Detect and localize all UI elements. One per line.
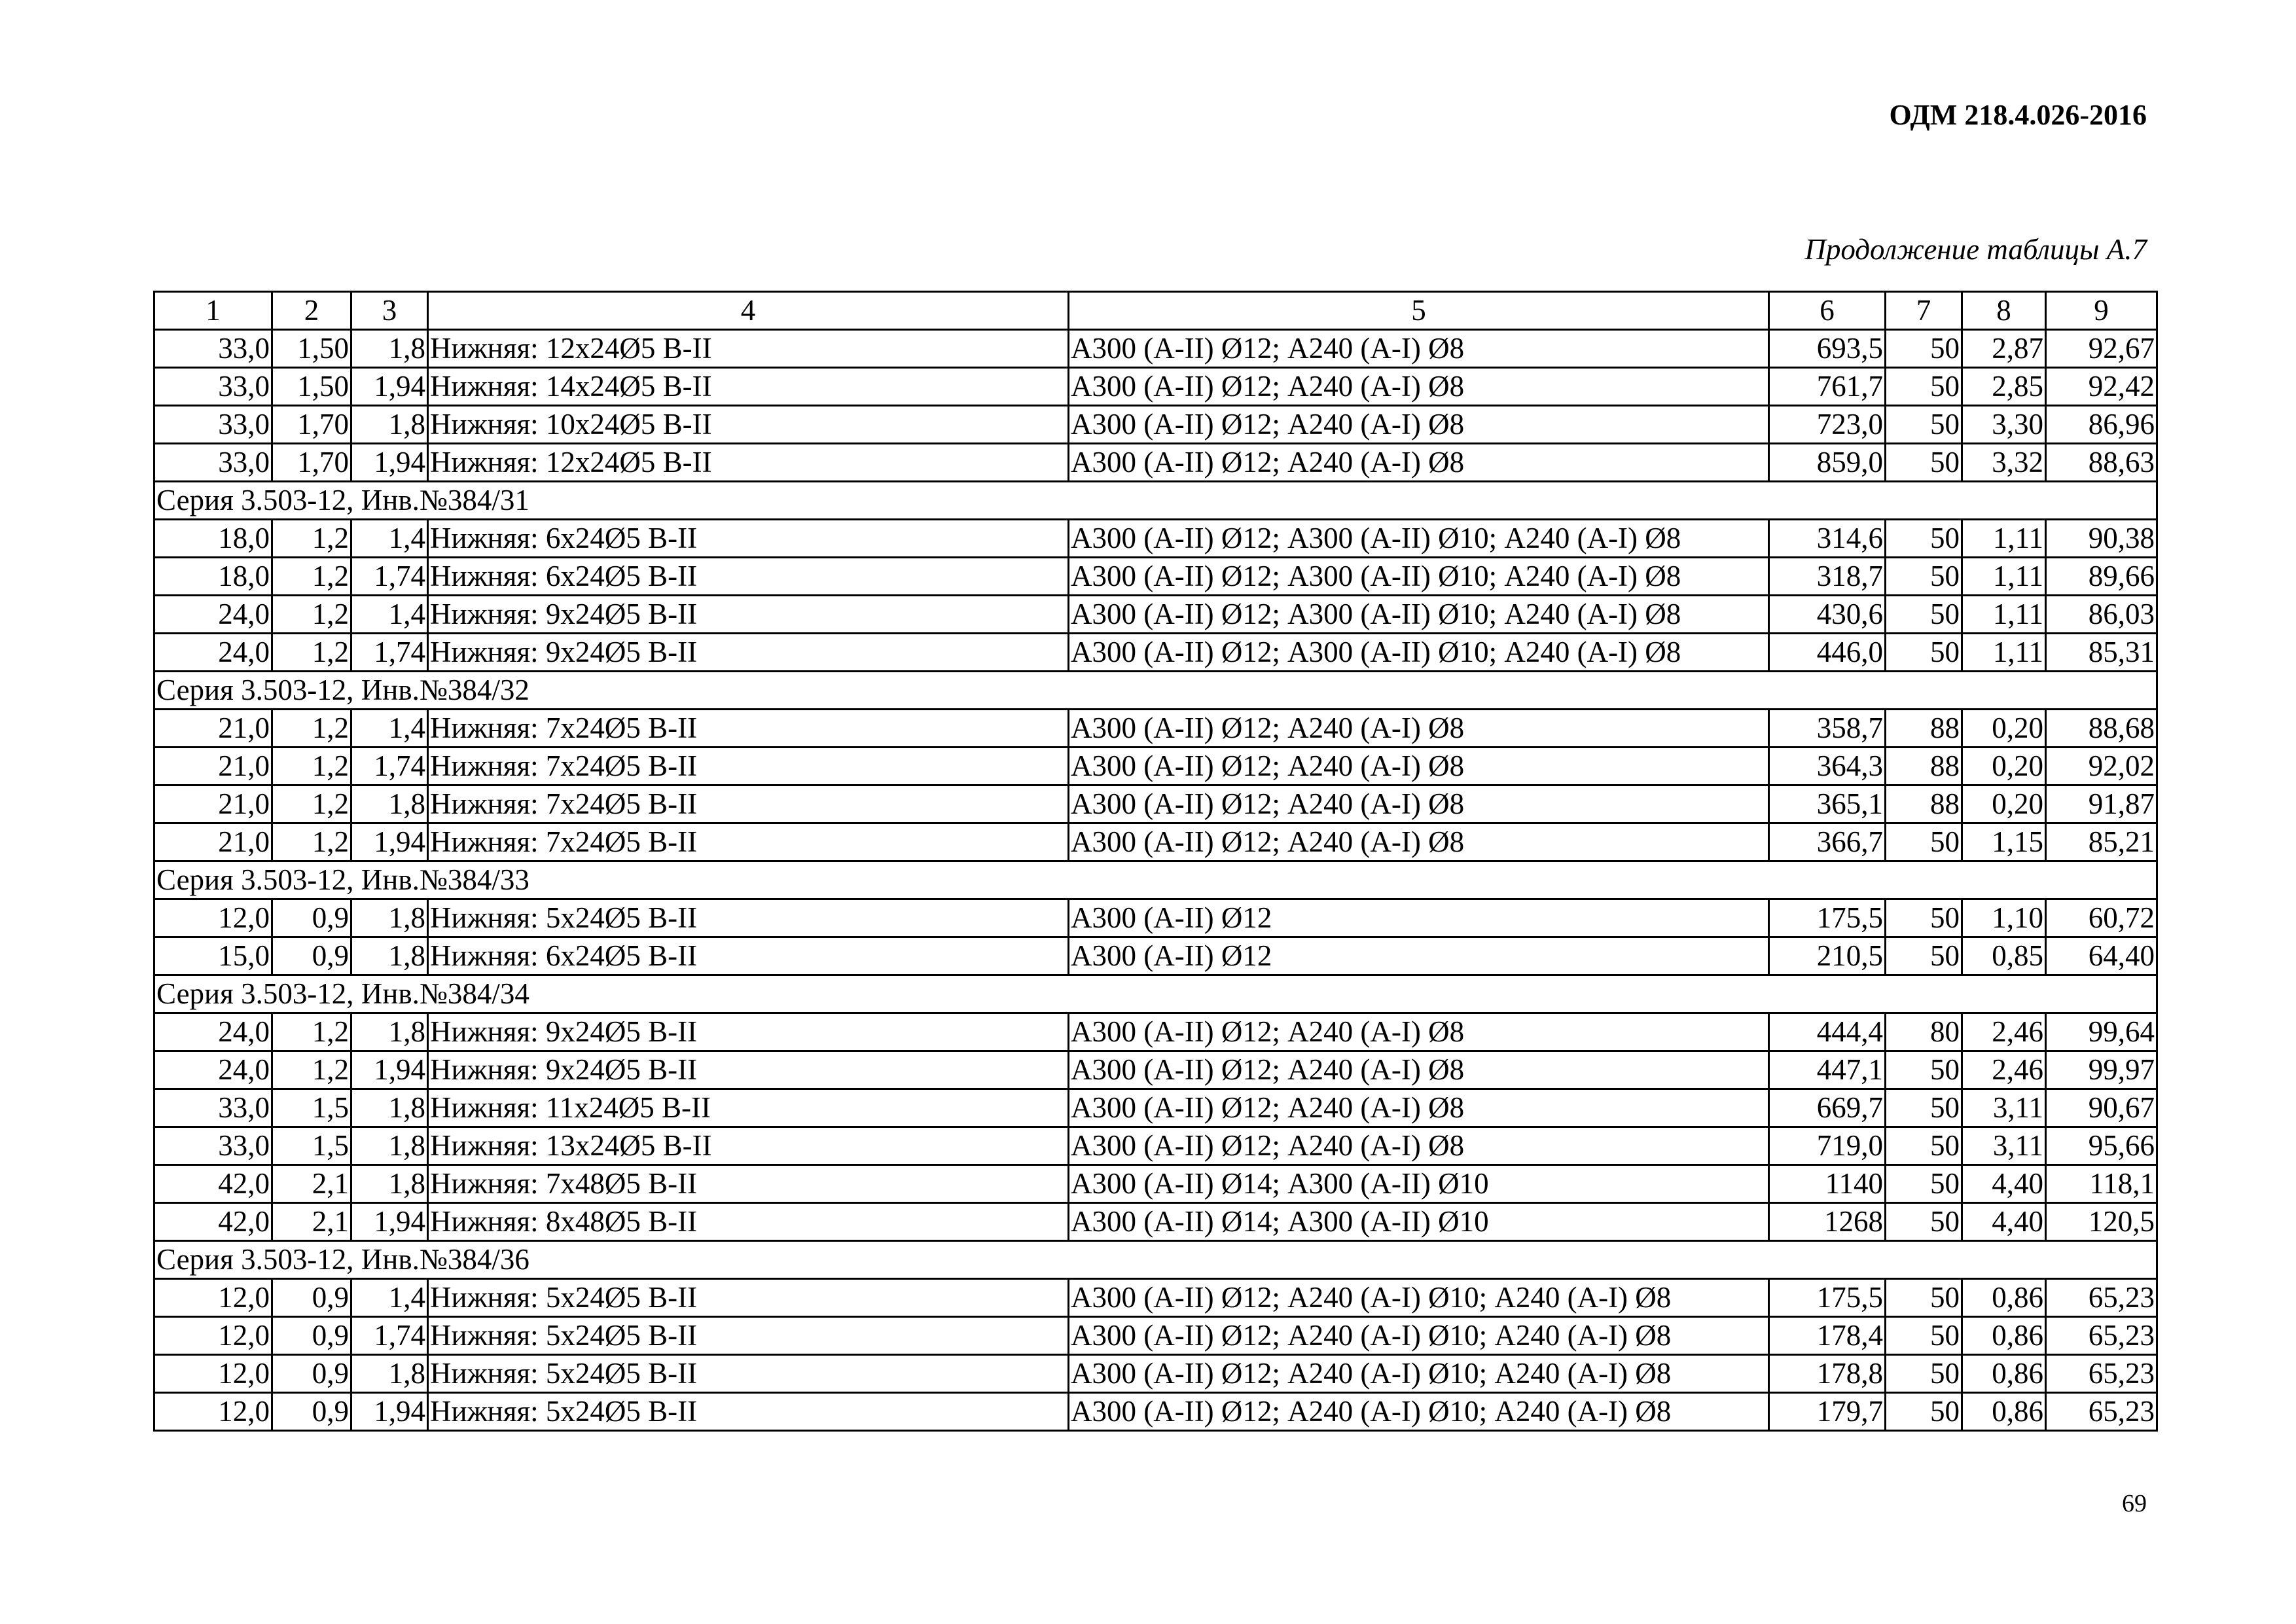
table-cell: 92,42 — [2046, 368, 2157, 406]
table-row — [154, 406, 2157, 444]
table-cell: 50 — [1886, 1089, 1962, 1127]
table-cell: А300 (А-II) Ø12; А240 (А-I) Ø8 — [1069, 710, 1769, 748]
table-cell: 12,0 — [154, 1355, 272, 1393]
table-cell: 1,74 — [351, 634, 428, 672]
table-cell: 0,20 — [1962, 710, 2046, 748]
table-cell: 1,8 — [351, 785, 428, 823]
table-cell: 719,0 — [1769, 1127, 1886, 1165]
table-cell: А300 (А-II) Ø12; А240 (А-I) Ø8 — [1069, 444, 1769, 482]
table-cell: 50 — [1886, 1127, 1962, 1165]
table-cell: 1,50 — [272, 330, 351, 368]
table-cell: Нижняя: 5х24Ø5 В-II — [428, 1279, 1069, 1317]
table-cell: Нижняя: 7х24Ø5 В-II — [428, 785, 1069, 823]
series-label: Серия 3.503-12, Инв.№384/31 — [154, 482, 2157, 520]
table-cell: 90,38 — [2046, 520, 2157, 558]
table-cell: 65,23 — [2046, 1279, 2157, 1317]
column-header: 9 — [2046, 292, 2157, 330]
table-cell: 0,85 — [1962, 937, 2046, 975]
table-cell: 12,0 — [154, 899, 272, 937]
table-cell: 0,86 — [1962, 1355, 2046, 1393]
table-cell: 0,20 — [1962, 785, 2046, 823]
table-cell: 1,2 — [272, 558, 351, 596]
table-cell: 1,8 — [351, 330, 428, 368]
table-cell: 4,40 — [1962, 1203, 2046, 1241]
table-cell: Нижняя: 9х24Ø5 В-II — [428, 634, 1069, 672]
table-cell: 1,74 — [351, 748, 428, 785]
table-cell: 24,0 — [154, 634, 272, 672]
table-cell: 12,0 — [154, 1279, 272, 1317]
table-cell: 88 — [1886, 748, 1962, 785]
table-row — [154, 368, 2157, 406]
column-header: 7 — [1886, 292, 1962, 330]
table-cell: 0,9 — [272, 1393, 351, 1431]
table-cell: Нижняя: 6х24Ø5 В-II — [428, 558, 1069, 596]
table-cell: 1,5 — [272, 1127, 351, 1165]
table-cell: 88,68 — [2046, 710, 2157, 748]
table-row — [154, 1013, 2157, 1051]
column-header: 6 — [1769, 292, 1886, 330]
table-cell: А300 (А-II) Ø12; А240 (А-I) Ø8 — [1069, 748, 1769, 785]
table-cell: 179,7 — [1769, 1393, 1886, 1431]
table-cell: А300 (А-II) Ø12; А240 (А-I) Ø8 — [1069, 1089, 1769, 1127]
table-cell: А300 (А-II) Ø12; А240 (А-I) Ø8 — [1069, 368, 1769, 406]
table-cell: А300 (А-II) Ø12; А240 (А-I) Ø8 — [1069, 1051, 1769, 1089]
table-row — [154, 1203, 2157, 1241]
table-cell: 12,0 — [154, 1393, 272, 1431]
table-cell: 1,2 — [272, 520, 351, 558]
table-cell: 1,4 — [351, 710, 428, 748]
table-cell: 859,0 — [1769, 444, 1886, 482]
table-cell: Нижняя: 14х24Ø5 В-II — [428, 368, 1069, 406]
table-cell: 1,11 — [1962, 596, 2046, 634]
table-cell: 86,03 — [2046, 596, 2157, 634]
table-cell: А300 (А-II) Ø12; А240 (А-I) Ø10; А240 (А-I) Ø8 — [1069, 1393, 1769, 1431]
table-cell: 1,10 — [1962, 899, 2046, 937]
table-cell: А300 (А-II) Ø12; А300 (А-II) Ø10; А240 (А-I) Ø8 — [1069, 558, 1769, 596]
table-cell: 1,2 — [272, 710, 351, 748]
table-cell: 33,0 — [154, 330, 272, 368]
series-row — [154, 975, 2157, 1013]
table-cell: 50 — [1886, 596, 1962, 634]
table-cell: 21,0 — [154, 710, 272, 748]
table-cell: 1,8 — [351, 899, 428, 937]
table-cell: 50 — [1886, 1355, 1962, 1393]
table-cell: 24,0 — [154, 1051, 272, 1089]
table-cell: 64,40 — [2046, 937, 2157, 975]
table-cell: 33,0 — [154, 406, 272, 444]
table-cell: Нижняя: 9х24Ø5 В-II — [428, 1013, 1069, 1051]
table-cell: 50 — [1886, 1203, 1962, 1241]
series-row — [154, 482, 2157, 520]
table-cell: 444,4 — [1769, 1013, 1886, 1051]
table-cell: 1,94 — [351, 1203, 428, 1241]
table-row — [154, 1393, 2157, 1431]
column-header: 5 — [1069, 292, 1769, 330]
table-cell: 1,8 — [351, 1089, 428, 1127]
table-row — [154, 823, 2157, 861]
table-row — [154, 330, 2157, 368]
table-cell: 50 — [1886, 1165, 1962, 1203]
table-cell: 1,74 — [351, 558, 428, 596]
table-cell: 314,6 — [1769, 520, 1886, 558]
table-cell: 90,67 — [2046, 1089, 2157, 1127]
table-cell: 50 — [1886, 1393, 1962, 1431]
table-cell: 0,86 — [1962, 1393, 2046, 1431]
table-cell: 21,0 — [154, 785, 272, 823]
table-cell: 33,0 — [154, 1127, 272, 1165]
table-row — [154, 1127, 2157, 1165]
table-cell: А300 (А-II) Ø14; А300 (А-II) Ø10 — [1069, 1203, 1769, 1241]
table-cell: 210,5 — [1769, 937, 1886, 975]
table-cell: 1,70 — [272, 444, 351, 482]
table-cell: 89,66 — [2046, 558, 2157, 596]
table-row — [154, 558, 2157, 596]
series-label: Серия 3.503-12, Инв.№384/33 — [154, 861, 2157, 899]
table-row — [154, 937, 2157, 975]
table-row — [154, 899, 2157, 937]
table-cell: А300 (А-II) Ø12; А300 (А-II) Ø10; А240 (А-I) Ø8 — [1069, 596, 1769, 634]
table-cell: А300 (А-II) Ø12; А300 (А-II) Ø10; А240 (А-I) Ø8 — [1069, 634, 1769, 672]
table-cell: 50 — [1886, 520, 1962, 558]
table-cell: 91,87 — [2046, 785, 2157, 823]
table-cell: 2,1 — [272, 1165, 351, 1203]
table-cell: 1,8 — [351, 1165, 428, 1203]
table-cell: Нижняя: 12х24Ø5 В-II — [428, 444, 1069, 482]
table-cell: Нижняя: 9х24Ø5 В-II — [428, 596, 1069, 634]
table-cell: 65,23 — [2046, 1317, 2157, 1355]
table-cell: 33,0 — [154, 444, 272, 482]
column-header: 1 — [154, 292, 272, 330]
table-cell: 669,7 — [1769, 1089, 1886, 1127]
table-cell: 0,86 — [1962, 1317, 2046, 1355]
table-cell: 1,4 — [351, 596, 428, 634]
table-cell: 18,0 — [154, 558, 272, 596]
table-cell: 15,0 — [154, 937, 272, 975]
table-cell: 1,70 — [272, 406, 351, 444]
table-cell: 50 — [1886, 330, 1962, 368]
data-table — [153, 291, 2158, 1432]
table-cell: 446,0 — [1769, 634, 1886, 672]
table-cell: А300 (А-II) Ø12; А240 (А-I) Ø8 — [1069, 823, 1769, 861]
table-cell: А300 (А-II) Ø14; А300 (А-II) Ø10 — [1069, 1165, 1769, 1203]
table-cell: 85,31 — [2046, 634, 2157, 672]
table-cell: 1,2 — [272, 1051, 351, 1089]
table-row — [154, 444, 2157, 482]
table-cell: 92,67 — [2046, 330, 2157, 368]
table-cell: 1,4 — [351, 1279, 428, 1317]
table-cell: 1,94 — [351, 444, 428, 482]
table-cell: 1,8 — [351, 406, 428, 444]
table-row — [154, 1051, 2157, 1089]
column-header: 4 — [428, 292, 1069, 330]
table-cell: 0,9 — [272, 937, 351, 975]
table-cell: 1,74 — [351, 1317, 428, 1355]
table-cell: 85,21 — [2046, 823, 2157, 861]
table-cell: 2,46 — [1962, 1013, 2046, 1051]
table-cell: 0,86 — [1962, 1279, 2046, 1317]
table-cell: 12,0 — [154, 1317, 272, 1355]
table-cell: 24,0 — [154, 596, 272, 634]
page-number: 69 — [2122, 1490, 2147, 1517]
table-cell: 1,94 — [351, 1393, 428, 1431]
table-cell: А300 (А-II) Ø12; А240 (А-I) Ø10; А240 (А-I) Ø8 — [1069, 1317, 1769, 1355]
table-cell: 88 — [1886, 710, 1962, 748]
column-header: 2 — [272, 292, 351, 330]
table-cell: 0,9 — [272, 1355, 351, 1393]
table-cell: 1,94 — [351, 1051, 428, 1089]
table-cell: 1,8 — [351, 937, 428, 975]
table-cell: 42,0 — [154, 1165, 272, 1203]
table-cell: 365,1 — [1769, 785, 1886, 823]
table-cell: А300 (А-II) Ø12; А240 (А-I) Ø10; А240 (А-I) Ø8 — [1069, 1279, 1769, 1317]
table-cell: 3,30 — [1962, 406, 2046, 444]
table-cell: 0,9 — [272, 899, 351, 937]
series-row — [154, 861, 2157, 899]
table-cell: А300 (А-II) Ø12 — [1069, 899, 1769, 937]
table-cell: 50 — [1886, 634, 1962, 672]
table-cell: А300 (А-II) Ø12; А240 (А-I) Ø8 — [1069, 1013, 1769, 1051]
table-cell: 21,0 — [154, 823, 272, 861]
table-cell: 50 — [1886, 899, 1962, 937]
table-cell: Нижняя: 6х24Ø5 В-II — [428, 937, 1069, 975]
table-row — [154, 634, 2157, 672]
table-cell: 21,0 — [154, 748, 272, 785]
table-cell: 80 — [1886, 1013, 1962, 1051]
table-cell: 3,32 — [1962, 444, 2046, 482]
table-cell: А300 (А-II) Ø12; А240 (А-I) Ø8 — [1069, 330, 1769, 368]
table-cell: 50 — [1886, 1317, 1962, 1355]
table-cell: А300 (А-II) Ø12 — [1069, 937, 1769, 975]
table-cell: Нижняя: 13х24Ø5 В-II — [428, 1127, 1069, 1165]
table-cell: А300 (А-II) Ø12; А240 (А-I) Ø8 — [1069, 1127, 1769, 1165]
table-cell: 50 — [1886, 1051, 1962, 1089]
table-cell: 99,64 — [2046, 1013, 2157, 1051]
table-cell: Нижняя: 7х24Ø5 В-II — [428, 710, 1069, 748]
table-cell: 1,8 — [351, 1355, 428, 1393]
series-label: Серия 3.503-12, Инв.№384/36 — [154, 1241, 2157, 1279]
table-row — [154, 520, 2157, 558]
table-cell: 1,11 — [1962, 558, 2046, 596]
table-cell: 175,5 — [1769, 899, 1886, 937]
table-cell: 2,1 — [272, 1203, 351, 1241]
table-cell: А300 (А-II) Ø12; А240 (А-I) Ø8 — [1069, 785, 1769, 823]
table-cell: 364,3 — [1769, 748, 1886, 785]
table-row — [154, 785, 2157, 823]
table-cell: 50 — [1886, 558, 1962, 596]
column-header: 3 — [351, 292, 428, 330]
table-cell: 118,1 — [2046, 1165, 2157, 1203]
table-cell: 88 — [1886, 785, 1962, 823]
table-cell: Нижняя: 7х48Ø5 В-II — [428, 1165, 1069, 1203]
table-cell: 0,20 — [1962, 748, 2046, 785]
table-cell: 18,0 — [154, 520, 272, 558]
table-cell: А300 (А-II) Ø12; А300 (А-II) Ø10; А240 (А-I) Ø8 — [1069, 520, 1769, 558]
table-cell: 178,4 — [1769, 1317, 1886, 1355]
table-cell: 723,0 — [1769, 406, 1886, 444]
table-cell: 2,46 — [1962, 1051, 2046, 1089]
table-cell: Нижняя: 9х24Ø5 В-II — [428, 1051, 1069, 1089]
table-cell: 1,2 — [272, 785, 351, 823]
table-row — [154, 748, 2157, 785]
table-cell: 50 — [1886, 368, 1962, 406]
table-cell: 4,40 — [1962, 1165, 2046, 1203]
series-row — [154, 672, 2157, 710]
table-row — [154, 1089, 2157, 1127]
table-cell: 430,6 — [1769, 596, 1886, 634]
table-cell: Нижняя: 5х24Ø5 В-II — [428, 1355, 1069, 1393]
table-cell: 1,94 — [351, 823, 428, 861]
table-cell: А300 (А-II) Ø12; А240 (А-I) Ø8 — [1069, 406, 1769, 444]
table-cell: Нижняя: 6х24Ø5 В-II — [428, 520, 1069, 558]
table-cell: 120,5 — [2046, 1203, 2157, 1241]
table-cell: 178,8 — [1769, 1355, 1886, 1393]
table-cell: 1,15 — [1962, 823, 2046, 861]
table-row — [154, 1355, 2157, 1393]
table-cell: 42,0 — [154, 1203, 272, 1241]
table-cell: 1,8 — [351, 1013, 428, 1051]
table-cell: 24,0 — [154, 1013, 272, 1051]
table-cell: 1,2 — [272, 1013, 351, 1051]
table-cell: 1,2 — [272, 748, 351, 785]
table-cell: 50 — [1886, 1279, 1962, 1317]
table-cell: 1,2 — [272, 823, 351, 861]
table-cell: 33,0 — [154, 368, 272, 406]
table-cell: Нижняя: 5х24Ø5 В-II — [428, 899, 1069, 937]
table-cell: Нижняя: 7х24Ø5 В-II — [428, 823, 1069, 861]
table-cell: 95,66 — [2046, 1127, 2157, 1165]
table-cell: 175,5 — [1769, 1279, 1886, 1317]
table-cell: 3,11 — [1962, 1127, 2046, 1165]
table-row — [154, 1165, 2157, 1203]
table-cell: Нижняя: 5х24Ø5 В-II — [428, 1393, 1069, 1431]
table-cell: 88,63 — [2046, 444, 2157, 482]
table-cell: 3,11 — [1962, 1089, 2046, 1127]
table-header-row — [154, 292, 2157, 330]
series-row — [154, 1241, 2157, 1279]
table-cell: А300 (А-II) Ø12; А240 (А-I) Ø10; А240 (А-I) Ø8 — [1069, 1355, 1769, 1393]
table-cell: Нижняя: 5х24Ø5 В-II — [428, 1317, 1069, 1355]
table-cell: 0,9 — [272, 1317, 351, 1355]
table-cell: 92,02 — [2046, 748, 2157, 785]
table-cell: Нижняя: 11х24Ø5 В-II — [428, 1089, 1069, 1127]
table-cell: 65,23 — [2046, 1355, 2157, 1393]
table-cell: 1,2 — [272, 634, 351, 672]
table-cell: 33,0 — [154, 1089, 272, 1127]
table-cell: 1,8 — [351, 1127, 428, 1165]
table-cell: Нижняя: 12х24Ø5 В-II — [428, 330, 1069, 368]
table-cell: 2,85 — [1962, 368, 2046, 406]
table-cell: Нижняя: 10х24Ø5 В-II — [428, 406, 1069, 444]
series-label: Серия 3.503-12, Инв.№384/34 — [154, 975, 2157, 1013]
table-cell: 693,5 — [1769, 330, 1886, 368]
table-cell: 50 — [1886, 444, 1962, 482]
table-cell: 1,11 — [1962, 520, 2046, 558]
table-cell: 86,96 — [2046, 406, 2157, 444]
table-cell: 50 — [1886, 406, 1962, 444]
table-row — [154, 1279, 2157, 1317]
series-label: Серия 3.503-12, Инв.№384/32 — [154, 672, 2157, 710]
table-cell: 1,94 — [351, 368, 428, 406]
table-cell: 761,7 — [1769, 368, 1886, 406]
table-cell: 65,23 — [2046, 1393, 2157, 1431]
table-cell: 1,4 — [351, 520, 428, 558]
table-cell: 2,87 — [1962, 330, 2046, 368]
table-cell: 1140 — [1769, 1165, 1886, 1203]
document-code: ОДМ 218.4.026-2016 — [1889, 99, 2147, 131]
table-body — [154, 292, 2157, 1431]
table-cell: 1,2 — [272, 596, 351, 634]
column-header: 8 — [1962, 292, 2046, 330]
table-cell: 1,5 — [272, 1089, 351, 1127]
table-cell: 366,7 — [1769, 823, 1886, 861]
table-cell: Нижняя: 7х24Ø5 В-II — [428, 748, 1069, 785]
table-row — [154, 710, 2157, 748]
table-row — [154, 596, 2157, 634]
table-cell: 60,72 — [2046, 899, 2157, 937]
table-cell: 99,97 — [2046, 1051, 2157, 1089]
table-cell: 1268 — [1769, 1203, 1886, 1241]
table-cell: 1,11 — [1962, 634, 2046, 672]
table-cell: 0,9 — [272, 1279, 351, 1317]
table-cell: 50 — [1886, 823, 1962, 861]
table-caption: Продолжение таблицы А.7 — [1804, 233, 2147, 266]
table-cell: 1,50 — [272, 368, 351, 406]
table-cell: 358,7 — [1769, 710, 1886, 748]
table-cell: 50 — [1886, 937, 1962, 975]
table-cell: 318,7 — [1769, 558, 1886, 596]
table-cell: 447,1 — [1769, 1051, 1886, 1089]
table-cell: Нижняя: 8х48Ø5 В-II — [428, 1203, 1069, 1241]
table-row — [154, 1317, 2157, 1355]
